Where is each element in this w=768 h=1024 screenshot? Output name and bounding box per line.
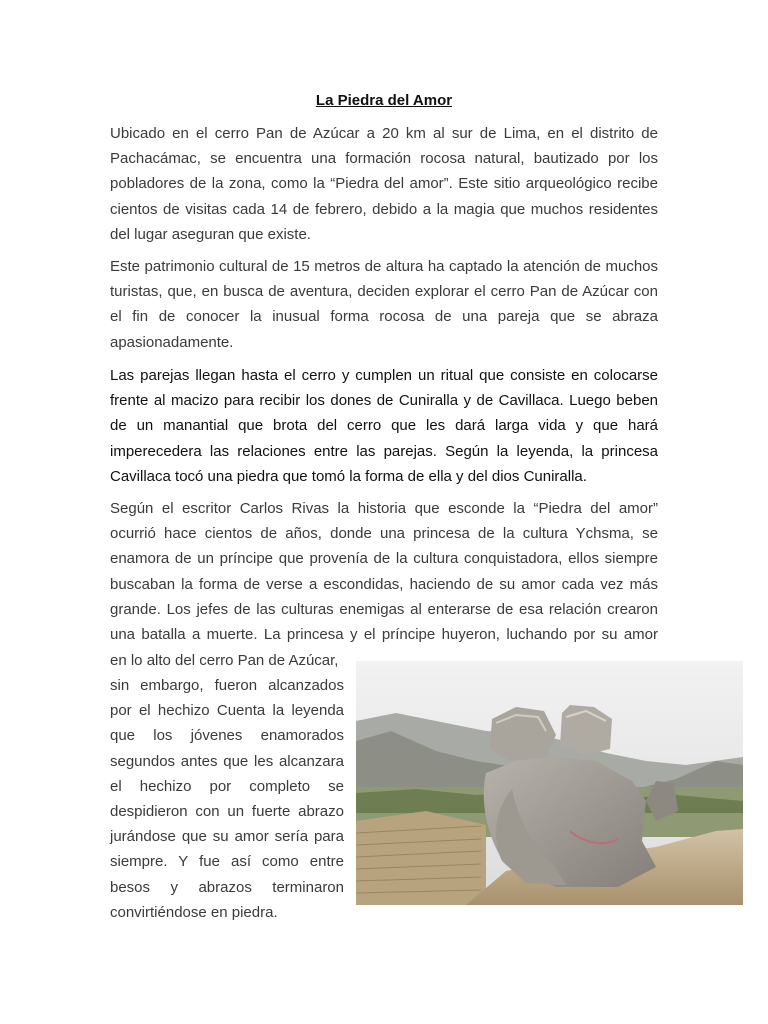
text-line: frente al macizo para recibir los dones de Cuniralla y de Cavillaca. Luego beben [110,392,658,410]
text-line: besos y abrazos terminaron [110,878,344,896]
paragraph-5 [110,648,344,673]
text-line: el fin de conocer la inusual forma rocosa de una pareja que se abraza [110,308,658,326]
text-line: cientos de visitas cada 14 de febrero, debido a la magia que muchos residentes [110,200,658,218]
text-line: del lugar aseguran que existe. [110,225,311,243]
text-line: Según el escritor Carlos Rivas la historia que esconde la “Piedra del amor” [110,500,658,517]
text-line: Cavillaca tocó una piedra que tomó la forma de ella y del dios Cuniralla. [110,467,587,485]
text-line: por el hechizo Cuenta la leyenda [110,702,344,720]
paragraph-2 [110,254,658,355]
text-line: turistas, que, en busca de aventura, deciden explorar el cerro Pan de Azúcar con [110,283,658,301]
text-line: apasionadamente. [110,333,234,351]
text-line: grande. Los jefes de las culturas enemigas al enterarse de esa relación crearon [110,600,658,618]
paragraph-6 [110,673,344,925]
text-line: que los jóvenes enamorados [110,727,344,745]
text-line: siempre. Y fue así como entre [110,853,344,871]
text-line: en lo alto del cerro Pan de Azúcar, [110,652,339,669]
text-line: pobladores de la zona, como la “Piedra del amor”. Este sitio arqueológico recibe [110,175,658,193]
text-line: Las parejas llegan hasta el cerro y cumplen un ritual que consiste en colocarse [110,367,658,384]
paragraph-1 [110,121,658,247]
text-line: Este patrimonio cultural de 15 metros de altura ha captado la atención de muchos [110,258,658,275]
text-line: buscaban la forma de verse a escondidas, haciendo de su amor cada vez más [110,575,658,593]
document-title: La Piedra del Amor [315,92,453,109]
paragraph-4 [110,496,658,647]
text-line: jurándose que su amor sería para [110,828,344,846]
text-line: convirtiéndose en piedra. [110,903,278,921]
text-line: el hechizo por completo se [110,777,344,795]
text-line: enamora de un príncipe que provenía de la cultura conquistadora, ellos siempre [110,550,658,568]
text-line: Ubicado en el cerro Pan de Azúcar a 20 km al sur de Lima, en el distrito de [110,125,658,142]
text-line: despidieron con un fuerte abrazo [110,803,344,821]
rock-formation-photo [356,661,743,905]
text-line: sin embargo, fueron alcanzados [110,677,344,694]
text-line: imperecedera las relaciones entre las parejas. Según la leyenda, la princesa [110,442,658,460]
text-line: segundos antes que les alcanzara [110,752,344,770]
text-line: una batalla a muerte. La princesa y el príncipe huyeron, luchando por su amor [110,626,658,644]
text-line: de un manantial que brota del cerro que les dará larga vida y que hará [110,417,658,435]
paragraph-3 [110,363,658,489]
text-line: ocurrió hace cientos de años, donde una princesa de la cultura Ychsma, se [110,525,658,543]
text-line: Pachacámac, se encuentra una formación rocosa natural, bautizado por los [110,150,658,168]
